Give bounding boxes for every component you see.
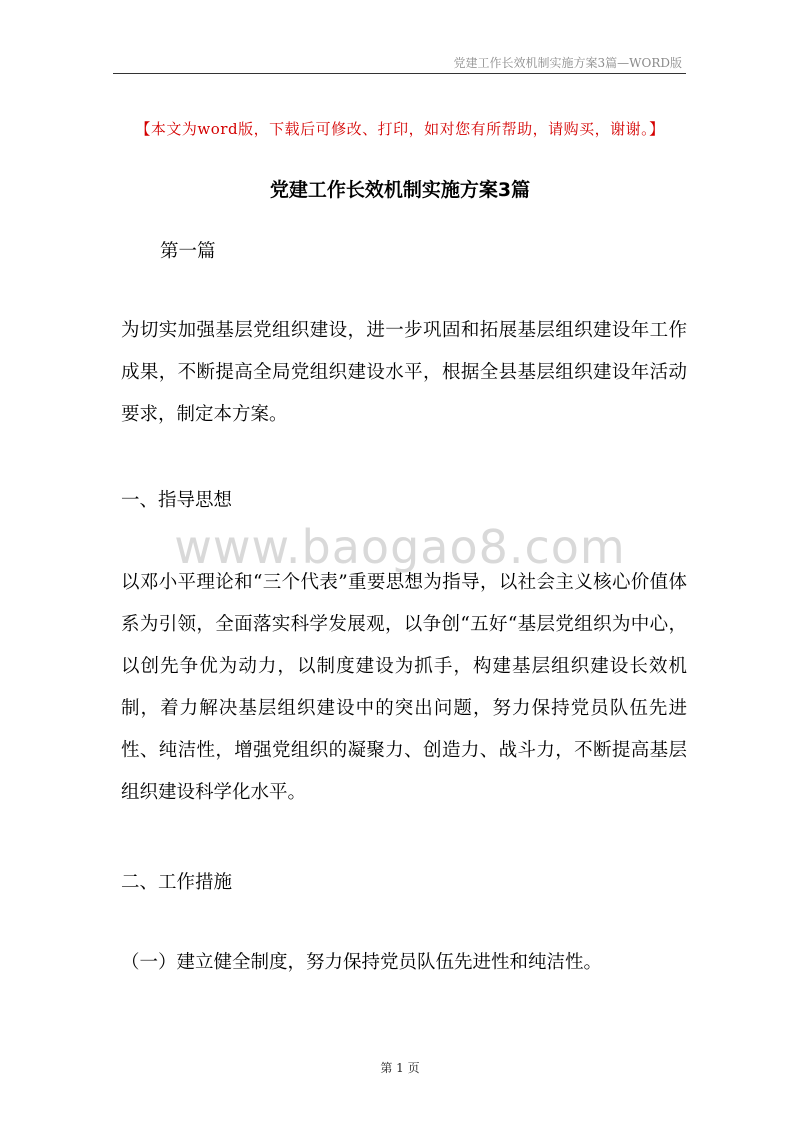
guiding-ideology-paragraph: 以邓小平理论和“三个代表”重要思想为指导，以社会主义核心价值体系为引领，全面落实科学发展观，以争创“五好“基层党组织为中心，以创先争优为动力，以制度建设为抓手，构建基层组织建设长效机制，着力解决基层组织建设中的突出问题，努力保持党员队伍先进性、纯洁性，增强党组织的凝聚力、创造力、战斗力，不断提高基层组织建设科学化水平。 (121, 572, 687, 803)
page-number: 第 1 页 (380, 1061, 420, 1075)
document-title: 党建工作长效机制实施方案3篇 (269, 179, 531, 201)
part-label: 第一篇 (160, 241, 216, 262)
subsection-heading-1: （一）建立健全制度，努力保持党员队伍先进性和纯洁性。 (121, 952, 603, 973)
running-header: 党建工作长效机制实施方案3篇—WORD版 (453, 56, 682, 70)
purchase-notice: 【本文为word版，下载后可修改、打印，如对您有所帮助，请购买，谢谢。】 (135, 120, 665, 138)
header-divider (113, 73, 686, 74)
intro-paragraph: 为切实加强基层党组织建设，进一步巩固和拓展基层组织建设年工作成果，不断提高全局党组织建设水平，根据全县基层组织建设年活动要求，制定本方案。 (121, 320, 687, 425)
watermark: www.baogao8.com (174, 520, 626, 574)
section-heading-guiding-ideology: 一、指导思想 (121, 490, 233, 511)
section-heading-work-measures: 二、工作措施 (121, 872, 233, 893)
